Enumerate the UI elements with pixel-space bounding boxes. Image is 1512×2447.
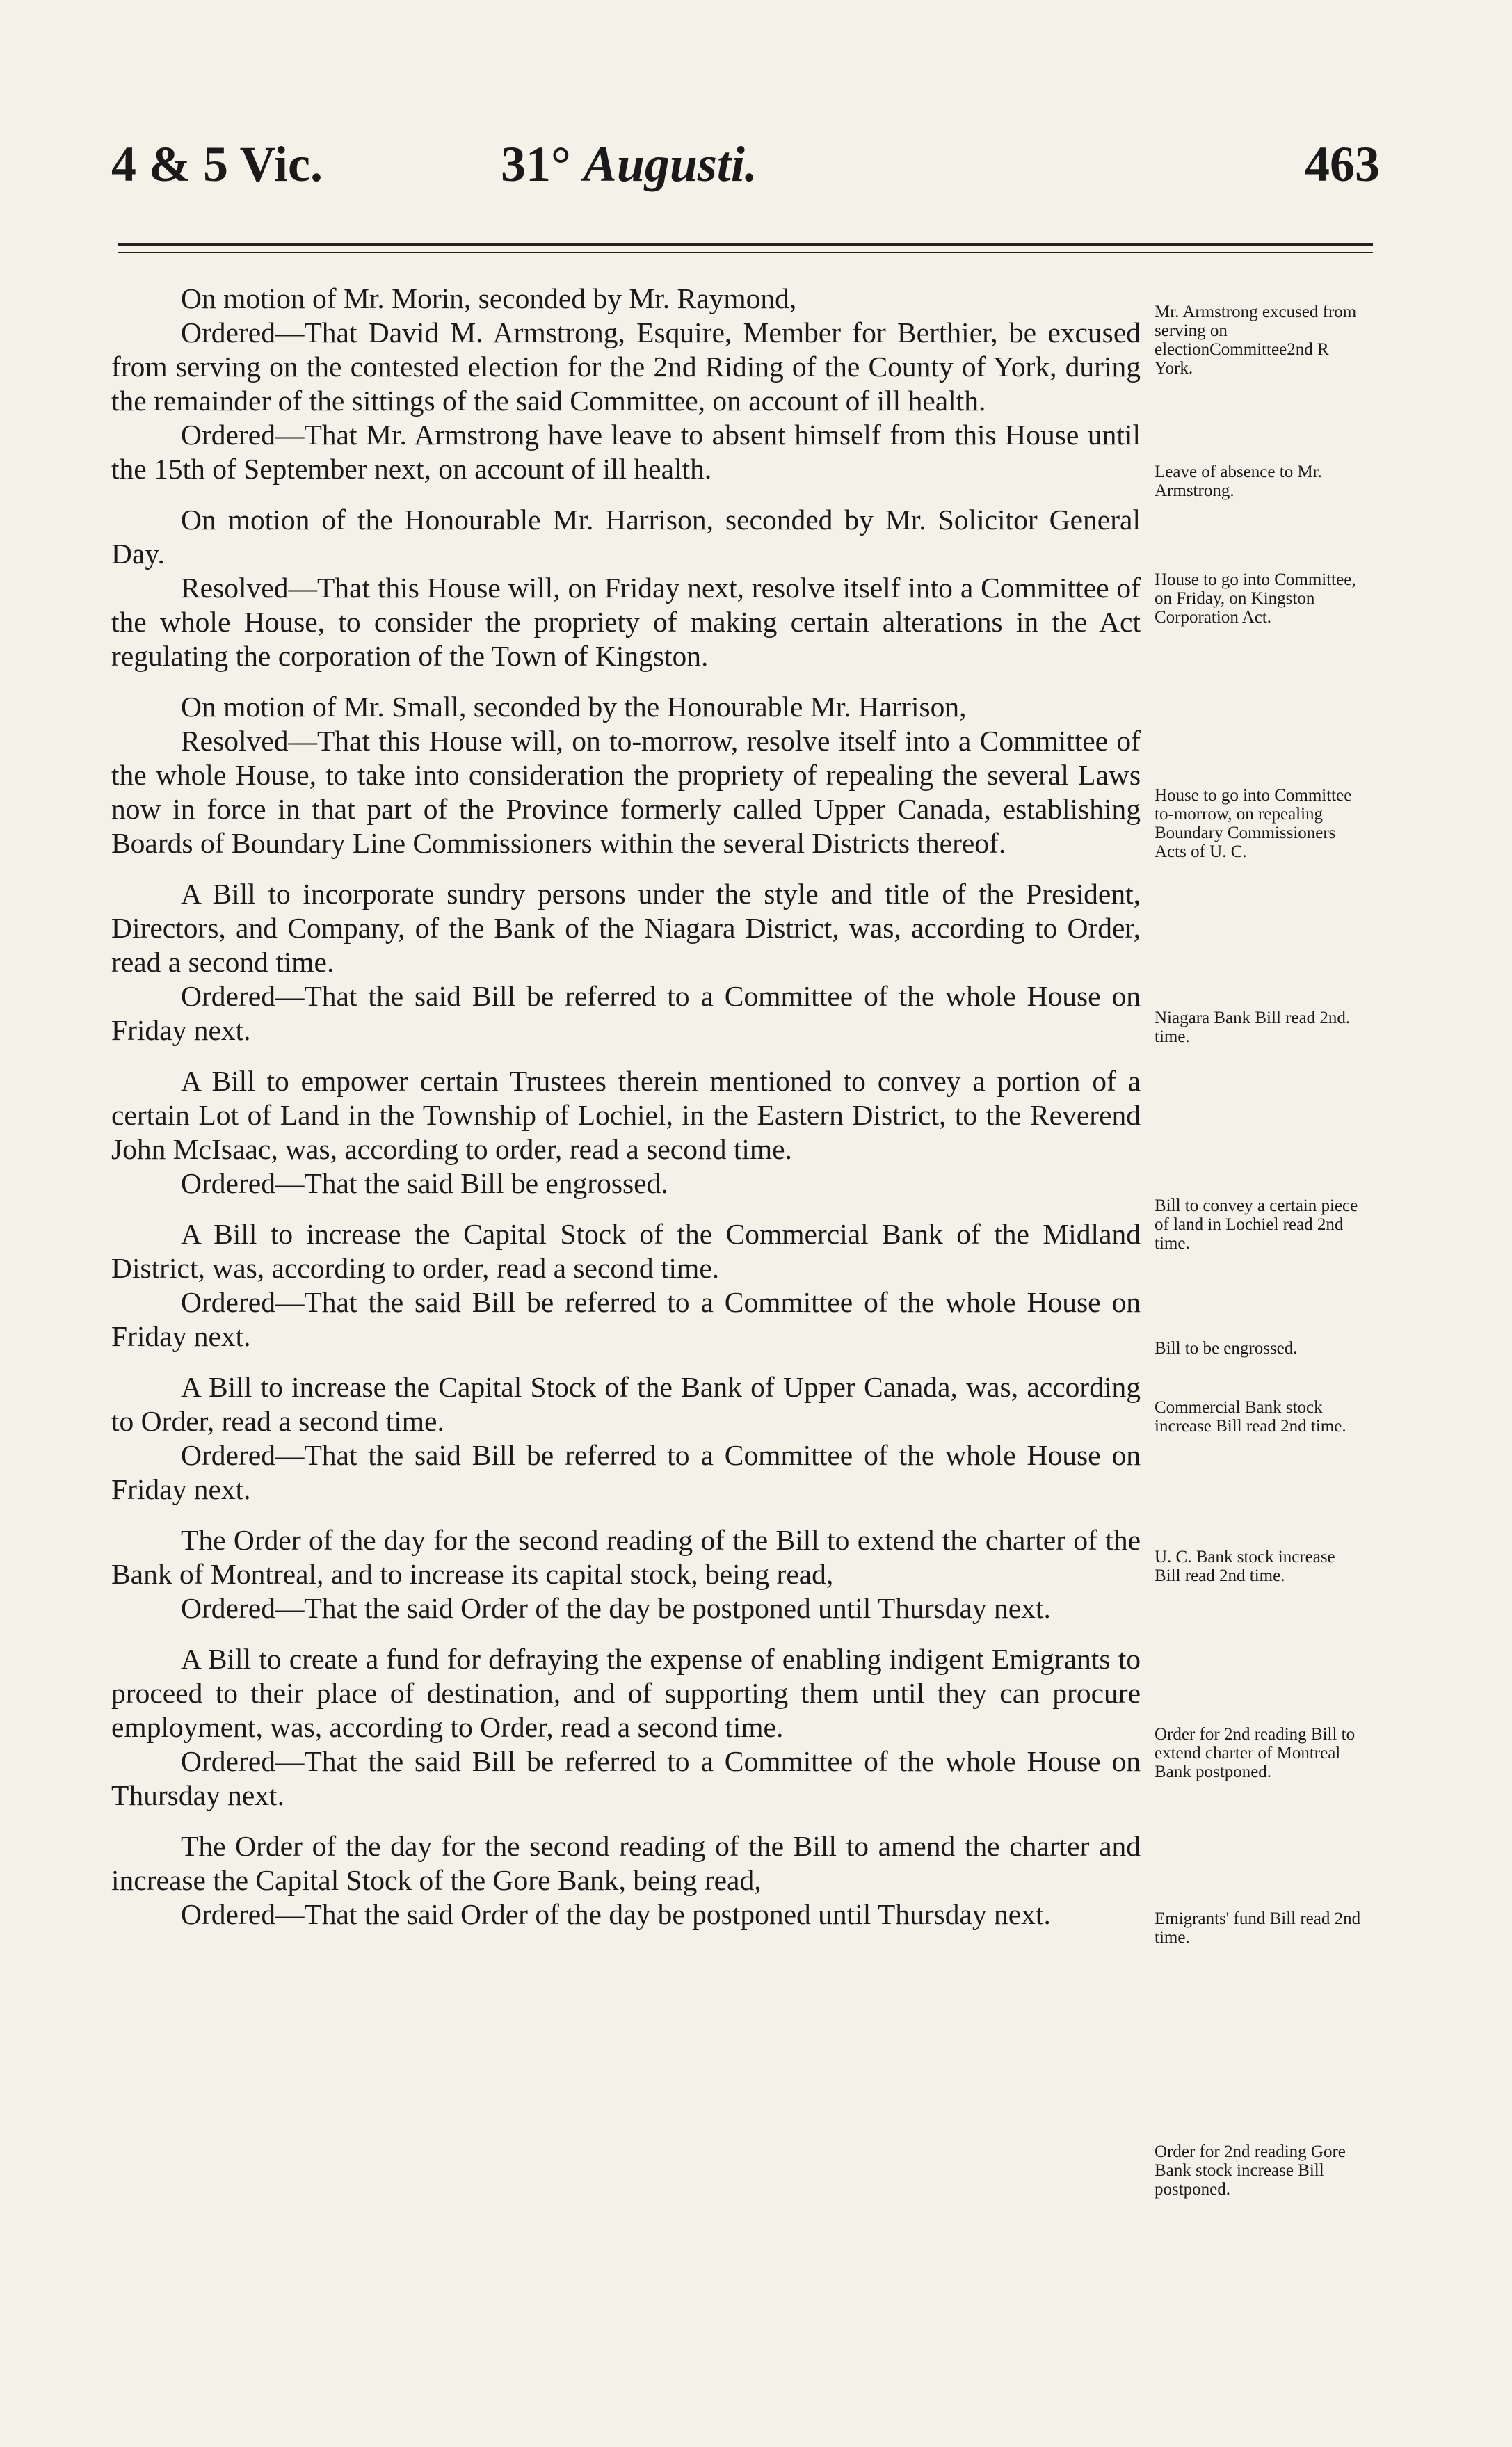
- paragraph: Ordered—That the said Order of the day be postponed until Thursday next.: [181, 1898, 1051, 1930]
- marginal-note: Commercial Bank stock increase Bill read 2nd time.: [1155, 1398, 1346, 1436]
- page-number: 463: [1305, 136, 1380, 192]
- paragraph: A Bill to create a fund for defraying the expense of enabling indigent Emigrants to proceed to their place of destination, and of supporting them until they can procure employment, was, according to Order, read a second time.: [111, 1643, 1141, 1743]
- marginal-note: U. C. Bank stock increase Bill read 2nd time.: [1155, 1548, 1335, 1585]
- marginal-note: Order for 2nd reading Bill to extend charter of Montreal Bank postponed.: [1155, 1725, 1356, 1781]
- marginal-note: House to go into Committee to-morrow, on repealing Boundary Commissioners Acts of U. C.: [1155, 786, 1352, 861]
- marginal-note: Emigrants' fund Bill read 2nd time.: [1155, 1909, 1361, 1947]
- date-label: [501, 136, 757, 193]
- paragraph: Resolved—That this House will, on Friday next, resolve itself into a Committee of the whole House, to consider the propriety of making certain alterations in the Act regulating the corporation of the Town of Kingston.: [111, 572, 1141, 672]
- paragraph: Ordered—That the said Bill be referred to a Committee of the whole House on Friday next.: [111, 1439, 1141, 1505]
- marginal-note: Bill to convey a certain piece of land in Lochiel read 2nd time.: [1155, 1196, 1358, 1253]
- marginal-note: Mr. Armstrong excused from serving on electionCommittee2nd R York.: [1155, 303, 1357, 378]
- paragraph: Ordered—That the said Bill be referred to a Committee of the whole House on Thursday next.: [111, 1745, 1141, 1811]
- paragraph: A Bill to incorporate sundry persons under the style and title of the President, Directors, and Company, of the Bank of the Niagara District, was, according to Order, read a second time.: [111, 878, 1141, 978]
- paragraph: Ordered—That the said Order of the day be postponed until Thursday next.: [181, 1592, 1051, 1624]
- paragraph: Ordered—That the said Bill be referred to a Committee of the whole House on Friday next.: [111, 980, 1141, 1046]
- paragraph: Ordered—That Mr. Armstrong have leave to absent himself from this House until the 15th of September next, on account of ill health.: [111, 419, 1141, 485]
- paragraph: Ordered—That the said Bill be referred to a Committee of the whole House on Friday next.: [111, 1286, 1141, 1352]
- date-month: Augusti.: [583, 136, 757, 192]
- paragraph: A Bill to empower certain Trustees therein mentioned to convey a portion of a certain Lot of Land in the Township of Lochiel, in the Eastern District, to the Reverend John McIsaac, was, according to order, read a second time.: [111, 1065, 1141, 1165]
- paragraph: A Bill to increase the Capital Stock of the Bank of Upper Canada, was, according to Order, read a second time.: [111, 1371, 1141, 1437]
- paragraph: Ordered—That David M. Armstrong, Esquire, Member for Berthier, be excused from serving on the contested election for the 2nd Riding of the County of York, during the remainder of the sittings of the said Committee, on account of ill health.: [111, 316, 1141, 417]
- header-rule: [118, 243, 1373, 246]
- paragraph: Ordered—That the said Bill be engrossed.: [181, 1167, 668, 1199]
- marginal-note: Niagara Bank Bill read 2nd. time.: [1155, 1009, 1351, 1046]
- marginal-note: Order for 2nd reading Gore Bank stock increase Bill postponed.: [1155, 2142, 1346, 2199]
- session-label: 4 & 5 Vic.: [111, 136, 323, 192]
- paragraph: On motion of the Honourable Mr. Harrison, seconded by Mr. Solicitor General Day.: [111, 504, 1141, 570]
- paragraph: A Bill to increase the Capital Stock of the Commercial Bank of the Midland District, was, according to order, read a second time.: [111, 1218, 1141, 1284]
- body-text: [111, 282, 1141, 1932]
- paragraph: On motion of Mr. Small, seconded by the Honourable Mr. Harrison,: [181, 691, 967, 723]
- paragraph: The Order of the day for the second reading of the Bill to extend the charter of the Bank of Montreal, and to increase its capital stock, being read,: [111, 1524, 1141, 1590]
- date-day: 31°: [501, 136, 571, 192]
- marginal-note: Leave of absence to Mr. Armstrong.: [1155, 463, 1322, 500]
- paragraph: Resolved—That this House will, on to-morrow, resolve itself into a Committee of the whole House, to take into consideration the propriety of repealing the several Laws now in force in that part of the Province formerly called Upper Canada, establishing Boards of Boundary Line Commissioners within the several Districts thereof.: [111, 725, 1141, 859]
- paragraph: On motion of Mr. Morin, seconded by Mr. Raymond,: [181, 282, 797, 314]
- header-rule-secondary: [118, 252, 1373, 253]
- paragraph: The Order of the day for the second reading of the Bill to amend the charter and increase the Capital Stock of the Gore Bank, being read,: [111, 1830, 1141, 1896]
- marginal-note: Bill to be engrossed.: [1155, 1339, 1298, 1358]
- marginal-note: House to go into Committee, on Friday, on Kingston Corporation Act.: [1155, 570, 1356, 627]
- page-header: [111, 136, 1380, 198]
